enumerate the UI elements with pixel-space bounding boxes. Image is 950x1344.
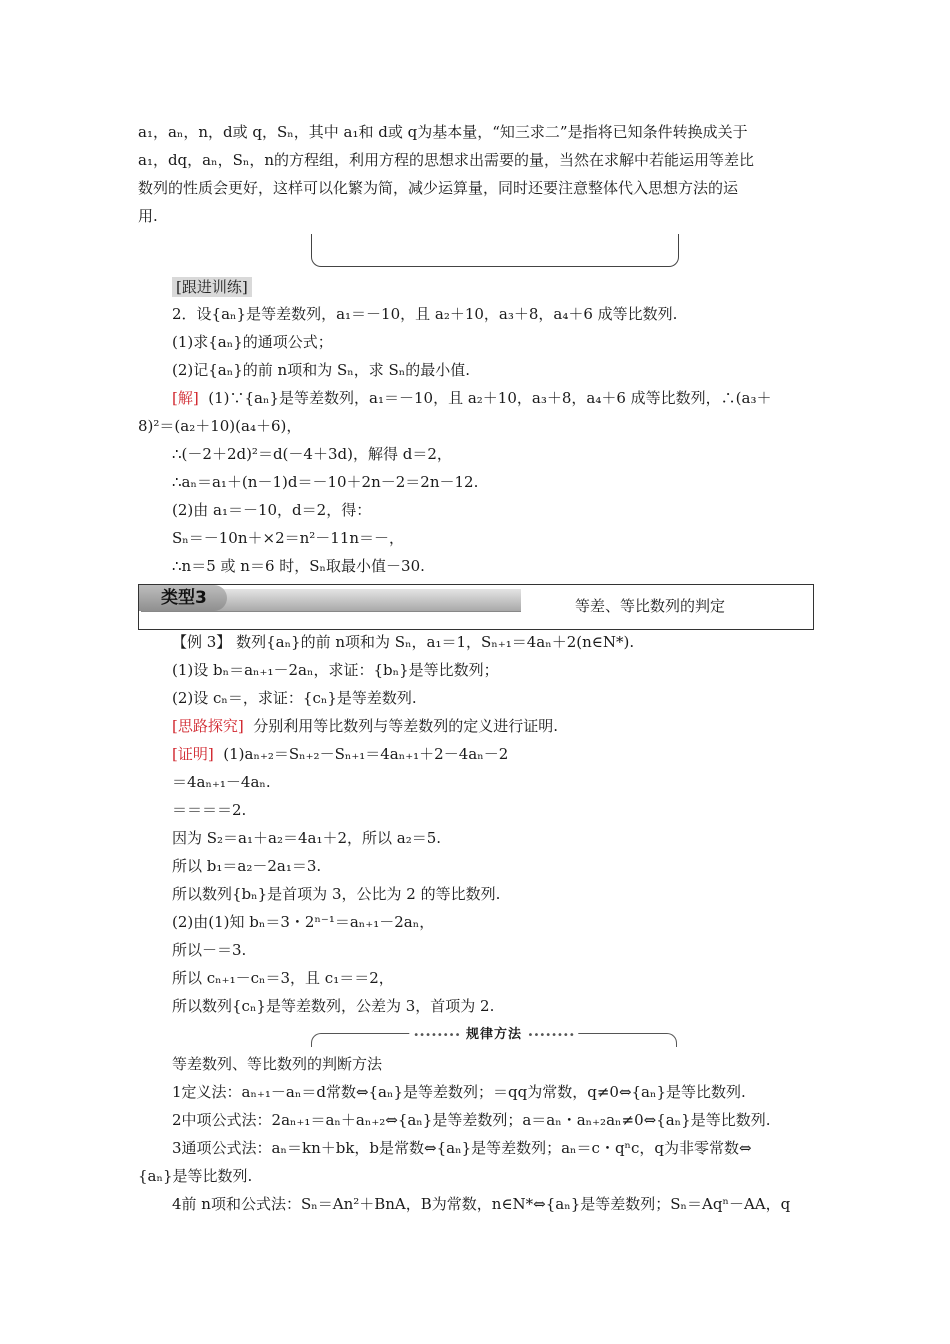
- method-item-3-cont: {aₙ}是等比数列.: [138, 1167, 253, 1185]
- practice-question: 2．设{aₙ}是等差数列，a₁＝－10，且 a₂＋10，a₃＋8，a₄＋6 成等比数列.: [172, 305, 678, 323]
- section-end-bracket: [311, 234, 679, 267]
- practice-tag: [跟进训练]: [172, 277, 252, 297]
- method-item-2: 2中项公式法：2aₙ₊₁＝aₙ＋aₙ₊₂⇔{aₙ}是等差数列；a＝aₙ・aₙ₊₂aₙ≠0⇔{aₙ}是等比数列.: [172, 1111, 771, 1129]
- type-title: 等差、等比数列的判定: [575, 597, 726, 615]
- intro-line-3: 数列的性质会更好，这样可以化繁为简，减少运算量，同时还要注意整体代入思想方法的运: [138, 179, 739, 197]
- proof-line-4: 因为 S₂＝a₁＋a₂＝4a₁＋2，所以 a₂＝5.: [172, 829, 442, 847]
- method-item-3: 3通项公式法：aₙ＝kn＋bk，b是常数⇔{aₙ}是等差数列；aₙ＝c・qⁿc，q为非零常数⇔: [172, 1139, 752, 1157]
- method-header: [311, 1027, 677, 1045]
- proof-line-1: [证明] (1)aₙ₊₂＝Sₙ₊₂－Sₙ₊₁＝4aₙ₊₁＋2－4aₙ－2: [172, 745, 509, 763]
- practice-solution-line-1: [解] (1)∵{aₙ}是等差数列，a₁＝－10，且 a₂＋10，a₃＋8，a₄＋6 成等比数列，∴(a₃＋: [172, 389, 772, 407]
- type-badge: 类型3: [139, 585, 227, 611]
- practice-solution-line-2: 8)²＝(a₂＋10)(a₄＋6)，: [138, 417, 302, 435]
- intro-line-4: 用.: [138, 207, 158, 225]
- practice-solution-line-6: Sₙ＝－10n＋×2＝n²－11n＝－，: [172, 529, 405, 547]
- example-line-3: (2)设 cₙ＝，求证：{cₙ}是等差数列.: [172, 689, 417, 707]
- practice-question-2: (2)记{aₙ}的前 n项和为 Sₙ，求 Sₙ的最小值.: [172, 361, 471, 379]
- proof-line-3: ＝＝＝＝2.: [172, 801, 247, 819]
- hint-tag: [思路探究]: [172, 717, 244, 735]
- method-item-4: 4前 n项和公式法：Sₙ＝An²＋BnA，B为常数，n∈N*⇔{aₙ}是等差数列；Sₙ＝Aqⁿ－AA，q: [172, 1195, 791, 1213]
- intro-line-2: a₁，dq，aₙ，Sₙ，n的方程组，利用方程的思想求出需要的量，当然在求解中若能运用等差比: [138, 151, 755, 169]
- proof-line-9: 所以 cₙ₊₁－cₙ＝3，且 c₁＝＝2，: [172, 969, 394, 987]
- practice-solution-line-3: ∴(－2＋2d)²＝d(－4＋3d)，解得 d＝2，: [172, 445, 452, 463]
- proof-line-10: 所以数列{cₙ}是等差数列，公差为 3，首项为 2.: [172, 997, 495, 1015]
- method-item-1: 1定义法：aₙ₊₁－aₙ＝d常数⇔{aₙ}是等差数列；＝qq为常数，q≠0⇔{aₙ}是等比数列.: [172, 1083, 746, 1101]
- intro-line-1: a₁，aₙ，n，d或 q，Sₙ，其中 a₁和 d或 q为基本量，“知三求二”是指将已知条件转换成关于: [138, 123, 748, 141]
- method-title: 等差数列、等比数列的判断方法: [172, 1055, 383, 1073]
- practice-solution-line-5: (2)由 a₁＝－10，d＝2，得：: [172, 501, 372, 519]
- example-hint: [思路探究] 分别利用等比数列与等差数列的定义进行证明.: [172, 717, 559, 735]
- practice-question-1: (1)求{aₙ}的通项公式；: [172, 333, 333, 351]
- example-line-1: 【例 3】 数列{aₙ}的前 n项和为 Sₙ，a₁＝1，Sₙ₊₁＝4aₙ＋2(n∈N*).: [172, 633, 635, 651]
- type-header: [138, 584, 814, 630]
- proof-line-5: 所以 b₁＝a₂－2a₁＝3.: [172, 857, 322, 875]
- proof-line-6: 所以数列{bₙ}是首项为 3，公比为 2 的等比数列.: [172, 885, 501, 903]
- proof-tag: [证明]: [172, 745, 214, 763]
- practice-solution-line-7: ∴n＝5 或 n＝6 时，Sₙ取最小值－30.: [172, 557, 425, 575]
- proof-line-7: (2)由(1)知 bₙ＝3・2ⁿ⁻¹＝aₙ₊₁－2aₙ，: [172, 913, 435, 931]
- proof-line-8: 所以－＝3.: [172, 941, 247, 959]
- method-label: •••••••• 规律方法 ••••••••: [409, 1023, 578, 1042]
- proof-line-2: ＝4aₙ₊₁－4aₙ.: [172, 773, 271, 791]
- practice-solution-line-4: ∴aₙ＝a₁＋(n－1)d＝－10＋2n－2＝2n－12.: [172, 473, 479, 491]
- solution-tag: [解]: [172, 389, 199, 407]
- example-line-2: (1)设 bₙ＝aₙ₊₁－2aₙ，求证：{bₙ}是等比数列；: [172, 661, 499, 679]
